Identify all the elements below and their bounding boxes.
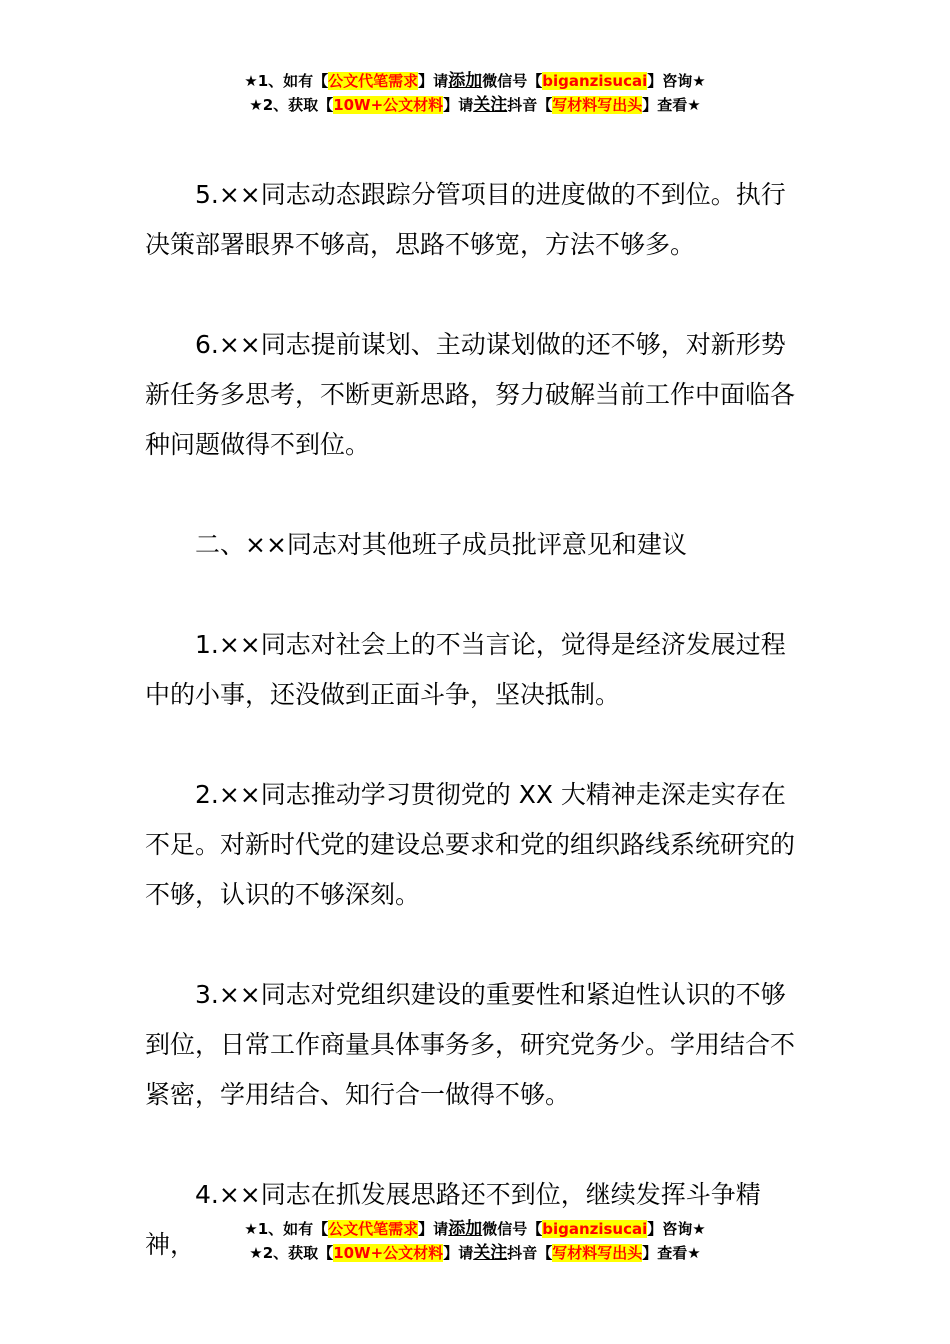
paragraph-item-2: 2.××同志推动学习贯彻党的 XX 大精神走深走实存在不足。对新时代党的建设总要求和党的组织路线系统研究的不够，认识的不够深刻。 [145, 780, 796, 909]
highlight-materials: 10W+公文材料 [333, 96, 444, 114]
emphasis-follow: 关注 [473, 95, 508, 115]
banner-line-1 [0, 1217, 950, 1241]
banner-text: ★2、获取【 [249, 1244, 334, 1262]
banner-text: 】请 [418, 1220, 449, 1238]
top-banner [0, 69, 950, 117]
document-body [145, 170, 807, 1270]
banner-line-2 [0, 1241, 950, 1265]
bottom-banner [0, 1217, 950, 1265]
highlight-wechat-id[interactable]: biganzisucai [542, 1220, 648, 1238]
banner-text: 微信号【 [482, 1220, 543, 1238]
banner-text: 】查看★ [642, 96, 701, 114]
banner-text: 抖音【 [507, 96, 553, 114]
paragraph-item-5: 5.××同志动态跟踪分管项目的进度做的不到位。执行决策部署眼界不够高，思路不够宽，方法不够多。 [145, 180, 786, 259]
banner-text: ★2、获取【 [249, 96, 334, 114]
banner-text: 】查看★ [642, 1244, 701, 1262]
banner-text: 】请 [443, 96, 474, 114]
banner-line-2 [0, 93, 950, 117]
banner-text: ★1、如有【 [244, 72, 329, 90]
highlight-materials: 10W+公文材料 [333, 1244, 444, 1262]
banner-line-1 [0, 69, 950, 93]
highlight-douyin-account[interactable]: 写材料写出头 [552, 96, 643, 114]
emphasis-follow: 关注 [473, 1243, 508, 1263]
highlight-douyin-account[interactable]: 写材料写出头 [552, 1244, 643, 1262]
emphasis-add: 添加 [448, 71, 483, 91]
banner-text: 】咨询★ [647, 72, 706, 90]
banner-text: 】请 [418, 72, 449, 90]
banner-text: 】咨询★ [647, 1220, 706, 1238]
paragraph-item-3: 3.××同志对党组织建设的重要性和紧迫性认识的不够到位，日常工作商量具体事务多，研究党务少。学用结合不紧密，学用结合、知行合一做得不够。 [145, 980, 796, 1109]
highlight-wechat-id[interactable]: biganzisucai [542, 72, 648, 90]
highlight-service: 公文代笔需求 [328, 72, 419, 90]
paragraph-item-6: 6.××同志提前谋划、主动谋划做的还不够，对新形势新任务多思考，不断更新思路，努力破解当前工作中面临各种问题做得不到位。 [145, 330, 796, 459]
paragraph-item-1: 1.××同志对社会上的不当言论，觉得是经济发展过程中的小事，还没做到正面斗争，坚决抵制。 [145, 630, 786, 709]
banner-text: 微信号【 [482, 72, 543, 90]
banner-text: ★1、如有【 [244, 1220, 329, 1238]
banner-text: 抖音【 [507, 1244, 553, 1262]
banner-text: 】请 [443, 1244, 474, 1262]
highlight-service: 公文代笔需求 [328, 1220, 419, 1238]
section-heading-2: 二、××同志对其他班子成员批评意见和建议 [195, 530, 687, 559]
emphasis-add: 添加 [448, 1219, 483, 1239]
paragraph-item-4: 4.××同志在抓发展思路还不到位，继续发挥斗争精神， [145, 1180, 761, 1259]
